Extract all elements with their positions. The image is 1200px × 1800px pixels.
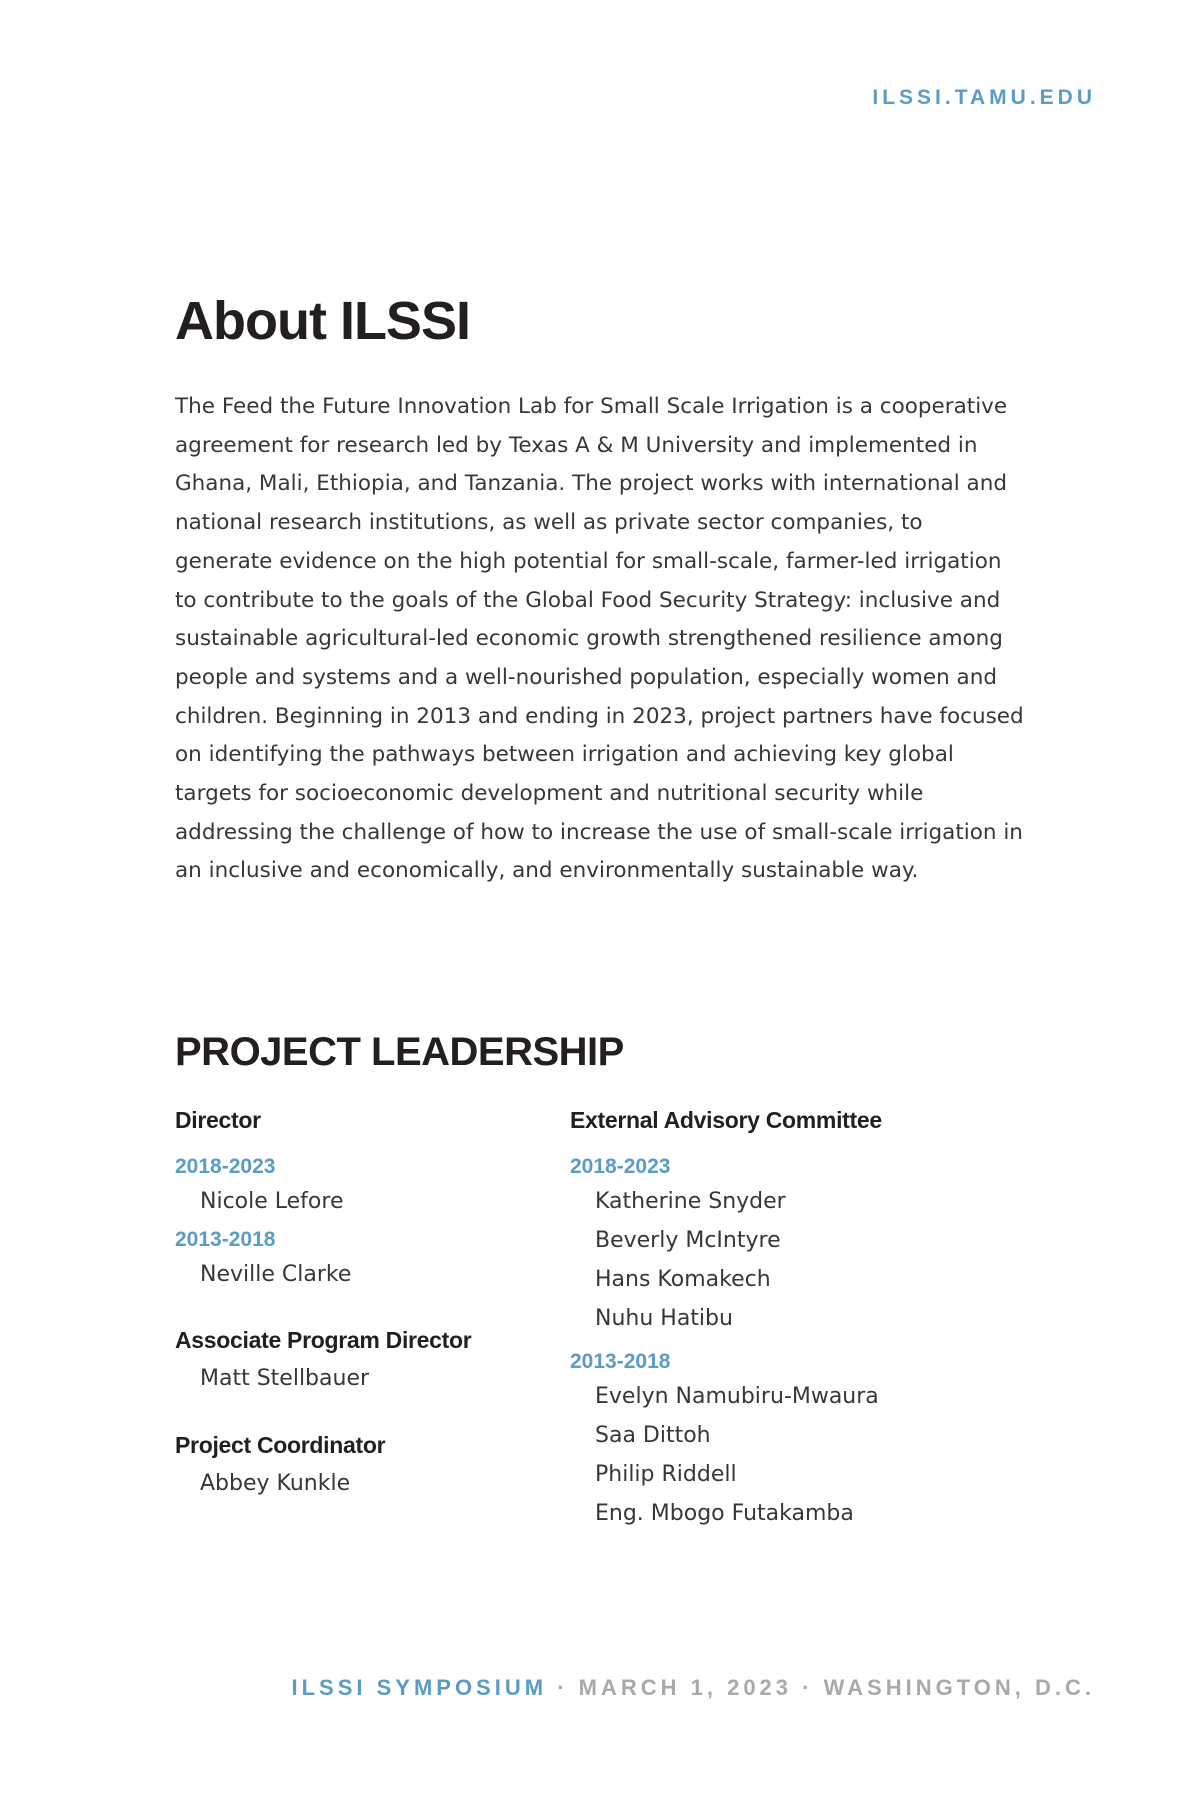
site-url[interactable]: ILSSI.TAMU.EDU	[872, 86, 1096, 109]
advisory-person: Evelyn Namubiru-Mwaura	[595, 1384, 879, 1409]
footer-place: WASHINGTON, D.C.	[823, 1675, 1095, 1700]
advisory-person: Katherine Snyder	[595, 1189, 786, 1214]
about-title: About ILSSI	[175, 291, 470, 351]
advisory-person: Hans Komakech	[595, 1267, 771, 1292]
footer-separator: ·	[557, 1675, 569, 1700]
leadership-title: PROJECT LEADERSHIP	[175, 1030, 624, 1074]
leadership-left-column	[175, 1105, 565, 1503]
director-role: Director	[175, 1107, 261, 1133]
director-person: Nicole Lefore	[200, 1189, 344, 1214]
director-period: 2013-2018	[175, 1228, 276, 1251]
director-person: Neville Clarke	[200, 1262, 352, 1287]
advisory-person: Saa Dittoh	[595, 1423, 711, 1448]
footer-date: MARCH 1, 2023	[578, 1675, 793, 1700]
advisory-period: 2013-2018	[570, 1350, 671, 1373]
footer	[291, 1675, 1095, 1701]
advisory-person: Beverly McIntyre	[595, 1228, 781, 1253]
footer-event: ILSSI SYMPOSIUM	[291, 1675, 548, 1700]
footer-separator: ·	[802, 1675, 814, 1700]
advisory-role: External Advisory Committee	[570, 1107, 882, 1133]
associate-director-person: Matt Stellbauer	[200, 1366, 370, 1391]
advisory-person: Philip Riddell	[595, 1462, 737, 1487]
advisory-person: Nuhu Hatibu	[595, 1306, 733, 1331]
leadership-right-column	[570, 1105, 1030, 1533]
coordinator-role: Project Coordinator	[175, 1432, 386, 1458]
associate-director-role: Associate Program Director	[175, 1327, 472, 1353]
advisory-period: 2018-2023	[570, 1155, 671, 1178]
coordinator-person: Abbey Kunkle	[200, 1471, 351, 1496]
advisory-person: Eng. Mbogo Futakamba	[595, 1501, 854, 1526]
about-body: The Feed the Future Innovation Lab for Small Scale Irrigation is a cooperative agreement for research led by Texas A & M University and implemented in Ghana, Mali, Ethiopia, and Tanzania. The project works with international and national research institutions, as well as private sector companies, to generate evidence on the high potential for small-scale, farmer-led irrigation to contribute to the goals of the Global Food Security Strategy: inclusive and sustainable agricultural-led economic growth strengthened resilience among people and systems and a well-nourished population, especially women and children. Beginning in 2013 and ending in 2023, project partners have focused on identifying the pathways between irrigation and achieving key global targets for socioeconomic development and nutritional security while addressing the challenge of how to increase the use of small-scale irrigation in an inclusive and economically, and environmentally sustainable way.	[175, 394, 1024, 884]
director-period: 2018-2023	[175, 1155, 276, 1178]
